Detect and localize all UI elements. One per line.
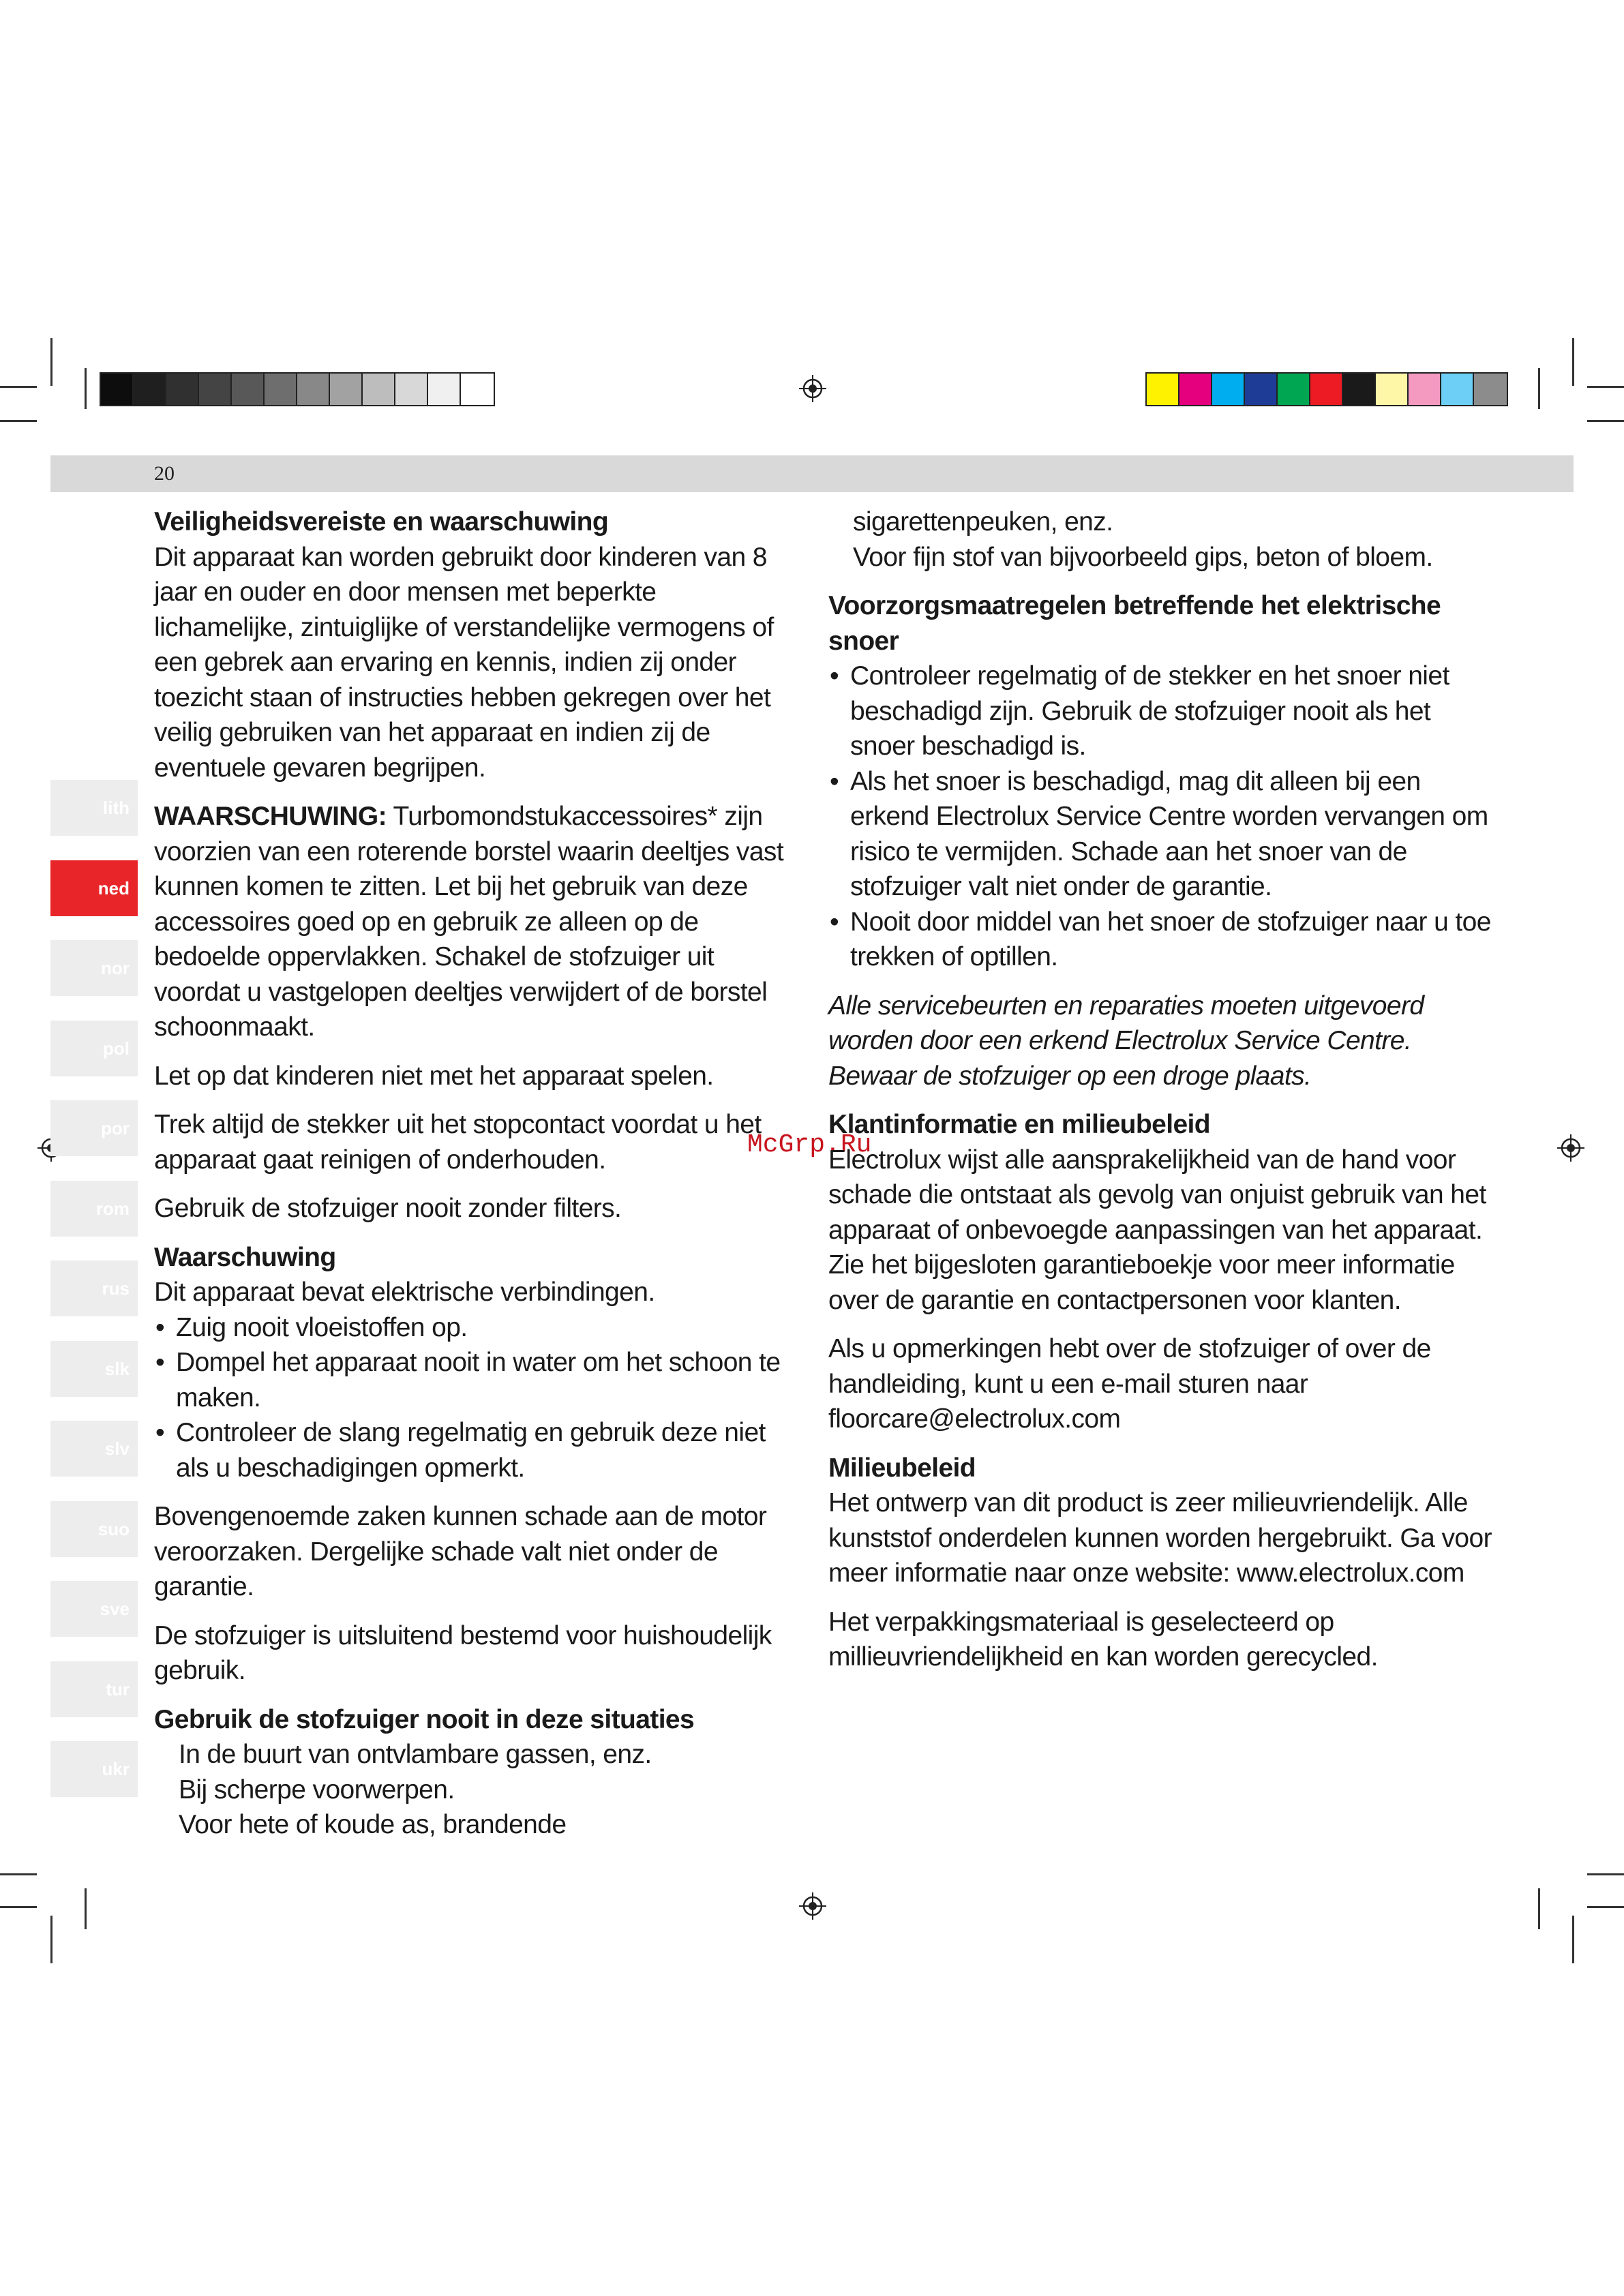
crop-mark (1538, 368, 1540, 409)
color-swatch (1376, 374, 1409, 405)
paragraph: Het verpakkingsmateriaal is geselecteerd op millieuvriendelijkheid en kan worden gerecycled. (828, 1607, 1378, 1672)
language-tab-suo[interactable]: suo (50, 1501, 138, 1557)
paragraph: Let op dat kinderen niet met het apparaat spelen. (154, 1061, 714, 1091)
section-heading: Voorzorgsmaatregelen betreffende het elektrische snoer (828, 591, 1441, 656)
crop-mark (85, 368, 87, 409)
color-swatch (1474, 374, 1507, 405)
italic-note: Alle servicebeurten en reparaties moeten uitgevoerd worden door een erkend Electrolux Service Centre. Bewaar de stofzuiger op een droge plaats. (828, 991, 1424, 1091)
paragraph: Dit apparaat kan worden gebruikt door kinderen van 8 jaar en ouder en door mensen met beperkte lichamelijke, zintuiglijke of verstandelijke vermogens of een gebrek aan ervaring en kennis, indien zij onder toezicht staan of instructies hebben gekregen over het veilig gebruiken van het apparaat en indien zij de eventuele gevaren begrijpen. (154, 542, 774, 783)
page-number: 20 (154, 462, 175, 485)
color-swatch (1310, 374, 1343, 405)
list-item: • Controleer regelmatig of de stekker en het snoer niet beschadigd zijn. Gebruik de stofzuiger nooit als het snoer beschadigd is. (828, 659, 1497, 764)
language-tab-rus[interactable]: rus (50, 1260, 138, 1316)
paragraph: De stofzuiger is uitsluitend bestemd voor huishoudelijk gebruik. (154, 1620, 772, 1685)
list-item: sigarettenpeuken, enz. (853, 507, 1113, 537)
list-item: • Zuig nooit vloeistoffen op. (154, 1310, 802, 1346)
warning-text: Turbomondstukaccessoires* zijn voorzien van een roterende borstel waarin deeltjes vast kunnen komen te zitten. Let bij het gebruik van deze accessoires goed op en gebruik ze alleen op de bedoelde oppervlakken. Schakel de stofzuiger uit voordat u vastgelopen deeltjes verwijdert of de borstel schoonmaakt. (154, 802, 784, 1042)
language-tab-slk[interactable]: slk (50, 1341, 138, 1397)
grayscale-swatch (363, 374, 395, 405)
grayscale-swatch (395, 374, 428, 405)
list-item: • Dompel het apparaat nooit in water om het schoon te maken. (154, 1345, 802, 1415)
paragraph: Electrolux wijst alle aansprakelijkheid van de hand voor schade die ontstaat als gevolg van onjuist gebruik van het apparaat of onbevoegde aanpassingen van het apparaat. Zie het bijgesloten garantieboekje voor meer informatie over de garantie en contactpersonen voor klanten. (828, 1145, 1486, 1315)
list-item: • Als het snoer is beschadigd, mag dit alleen bij een erkend Electrolux Service Centre worden vervangen om risico te vermijden. Schade aan het snoer van de stofzuiger valt niet onder de garantie. (828, 764, 1497, 905)
list-item: Voor fijn stof van bijvoorbeeld gips, beton of bloem. (853, 542, 1433, 572)
grayscale-swatch (101, 374, 134, 405)
right-column (828, 504, 1497, 1689)
crop-mark (0, 386, 37, 388)
grayscale-swatch (265, 374, 297, 405)
color-swatch (1409, 374, 1441, 405)
grayscale-bar (100, 372, 495, 406)
left-column (154, 504, 802, 1843)
grayscale-swatch (461, 374, 494, 405)
color-swatch (1278, 374, 1310, 405)
language-tab-lith[interactable]: lith (50, 780, 138, 836)
color-swatch (1212, 374, 1245, 405)
language-tab-pol[interactable]: pol (50, 1021, 138, 1076)
list-item: Voor hete of koude as, brandende (179, 1810, 567, 1839)
warning-paragraph (154, 799, 802, 1045)
registration-mark-icon (799, 1892, 826, 1920)
watermark: McGrp.Ru (747, 1130, 872, 1160)
color-swatch (1147, 374, 1179, 405)
grayscale-swatch (166, 374, 199, 405)
crop-mark (0, 1873, 37, 1875)
crop-mark (1587, 1906, 1624, 1908)
section-heading: Gebruik de stofzuiger nooit in deze situaties (154, 1704, 695, 1734)
list-item: • Nooit door middel van het snoer de stofzuiger naar u toe trekken of optillen. (828, 905, 1497, 975)
crop-mark (50, 338, 52, 386)
registration-mark-icon (1557, 1134, 1584, 1162)
crop-mark (50, 1916, 52, 1963)
section-heading: Klantinformatie en milieubeleid (828, 1110, 1211, 1139)
language-tab-sve[interactable]: sve (50, 1581, 138, 1637)
bullet-list (154, 1310, 802, 1486)
crop-mark (1572, 338, 1574, 386)
language-tab-rom[interactable]: rom (50, 1181, 138, 1237)
crop-mark (0, 420, 37, 422)
color-swatch (1343, 374, 1376, 405)
grayscale-swatch (232, 374, 265, 405)
crop-mark (1572, 1916, 1574, 1963)
grayscale-swatch (428, 374, 461, 405)
language-tab-tur[interactable]: tur (50, 1661, 138, 1717)
list-item: Bij scherpe voorwerpen. (179, 1774, 455, 1804)
language-tab-ned[interactable]: ned (50, 860, 138, 916)
header-band (50, 455, 1574, 492)
crop-mark (1538, 1888, 1540, 1929)
crop-mark (0, 1906, 37, 1908)
crop-mark (1587, 420, 1624, 422)
paragraph: Het ontwerp van dit product is zeer milieuvriendelijk. Alle kunststof onderdelen kunnen worden hergebruikt. Ga voor meer informatie naar onze website: www.electrolux.com (828, 1488, 1492, 1588)
language-tab-nor[interactable]: nor (50, 940, 138, 996)
grayscale-swatch (199, 374, 232, 405)
grayscale-swatch (134, 374, 166, 405)
paragraph: Als u opmerkingen hebt over de stofzuiger of over de handleiding, kunt u een e-mail sturen naar floorcare@electrolux.com (828, 1334, 1431, 1434)
crop-mark (1587, 386, 1624, 388)
crop-mark (85, 1888, 87, 1929)
color-swatch (1179, 374, 1212, 405)
section-heading: Waarschuwing (154, 1242, 336, 1272)
bullet-list (828, 659, 1497, 975)
list-item: • Controleer de slang regelmatig en gebruik deze niet als u beschadigingen opmerkt. (154, 1415, 802, 1485)
paragraph: Bovengenoemde zaken kunnen schade aan de motor veroorzaken. Dergelijke schade valt niet onder de garantie. (154, 1502, 767, 1601)
section-heading: Milieubeleid (828, 1453, 976, 1483)
language-tab-por[interactable]: por (50, 1100, 138, 1156)
grayscale-swatch (297, 374, 330, 405)
grayscale-swatch (330, 374, 363, 405)
crop-mark (1587, 1873, 1624, 1875)
list-item: In de buurt van ontvlambare gassen, enz. (179, 1740, 652, 1769)
color-bar (1145, 372, 1508, 406)
paragraph: Trek altijd de stekker uit het stopcontact voordat u het apparaat gaat reinigen of onderhouden. (154, 1110, 762, 1175)
language-tab-slv[interactable]: slv (50, 1421, 138, 1477)
warning-label: WAARSCHUWING: (154, 802, 387, 831)
language-tab-ukr[interactable]: ukr (50, 1741, 138, 1797)
registration-mark-icon (799, 375, 826, 402)
paragraph: Gebruik de stofzuiger nooit zonder filters. (154, 1194, 622, 1223)
color-swatch (1441, 374, 1474, 405)
section-heading: Veiligheidsvereiste en waarschuwing (154, 507, 609, 537)
paragraph: Dit apparaat bevat elektrische verbindingen. (154, 1278, 655, 1307)
color-swatch (1245, 374, 1278, 405)
